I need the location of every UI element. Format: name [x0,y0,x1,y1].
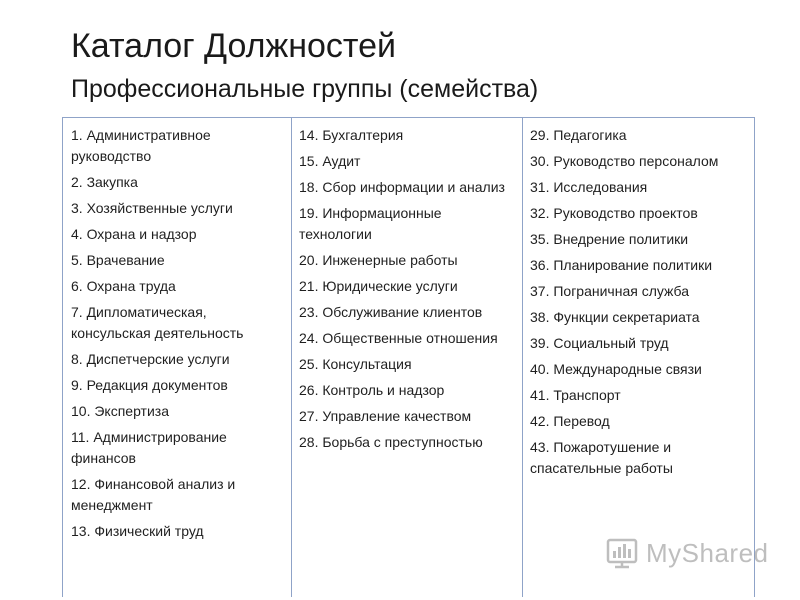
list-item: 7. Дипломатическая, консульская деятельность [71,304,244,341]
list-item: 2. Закупка [71,174,138,190]
list-item: 39. Социальный труд [530,335,669,351]
list-item: 9. Редакция документов [71,377,228,393]
myshared-watermark [606,536,769,570]
list-item: 15. Аудит [299,153,361,169]
watermark-text: MyShared [646,537,769,568]
list-item: 31. Исследования [530,179,648,195]
list-item: 23. Обслуживание клиентов [299,304,483,320]
list-item: 24. Общественные отношения [299,330,498,346]
list-item: 25. Консультация [299,356,412,372]
list-item: 35. Внедрение политики [530,231,689,247]
list-item: 27. Управление качеством [299,408,472,424]
page-subtitle: Профессиональные группы (семейства) [71,75,539,103]
list-item: 26. Контроль и надзор [299,382,445,398]
list-item: 1. Административное руководство [71,127,211,164]
table-column-3 [523,118,754,597]
list-item: 5. Врачевание [71,252,165,268]
table-column-1 [63,118,292,597]
list-item: 10. Экспертиза [71,403,169,419]
list-item: 30. Руководство персоналом [530,153,719,169]
list-item: 28. Борьба с преступностью [299,434,483,450]
list-item: 37. Пограничная служба [530,283,690,299]
list-item: 8. Диспетчерские услуги [71,351,230,367]
list-item: 40. Международные связи [530,361,702,377]
list-item: 32. Руководство проектов [530,205,698,221]
list-item: 11. Администрирование финансов [71,429,227,466]
list-item: 6. Охрана труда [71,278,176,294]
list-item: 21. Юридические услуги [299,278,458,294]
list-item: 36. Планирование политики [530,257,713,273]
list-item: 18. Сбор информации и анализ [299,179,505,195]
list-item: 20. Инженерные работы [299,252,458,268]
list-item: 42. Перевод [530,413,610,429]
job-families-table [62,117,755,597]
myshared-logo-icon [606,536,640,570]
list-item: 43. Пожаротушение и спасательные работы [530,439,673,476]
list-item: 12. Финансовой анализ и менеджмент [71,476,236,513]
list-item: 4. Охрана и надзор [71,226,197,242]
table-column-2 [292,118,523,597]
list-item: 3. Хозяйственные услуги [71,200,233,216]
list-item: 14. Бухгалтерия [299,127,404,143]
list-item: 41. Транспорт [530,387,621,403]
list-item: 19. Информационные технологии [299,205,442,242]
list-item: 38. Функции секретариата [530,309,700,325]
list-item: 29. Педагогика [530,127,627,143]
page-title: Каталог Должностей [71,27,396,65]
list-item: 13. Физический труд [71,523,204,539]
